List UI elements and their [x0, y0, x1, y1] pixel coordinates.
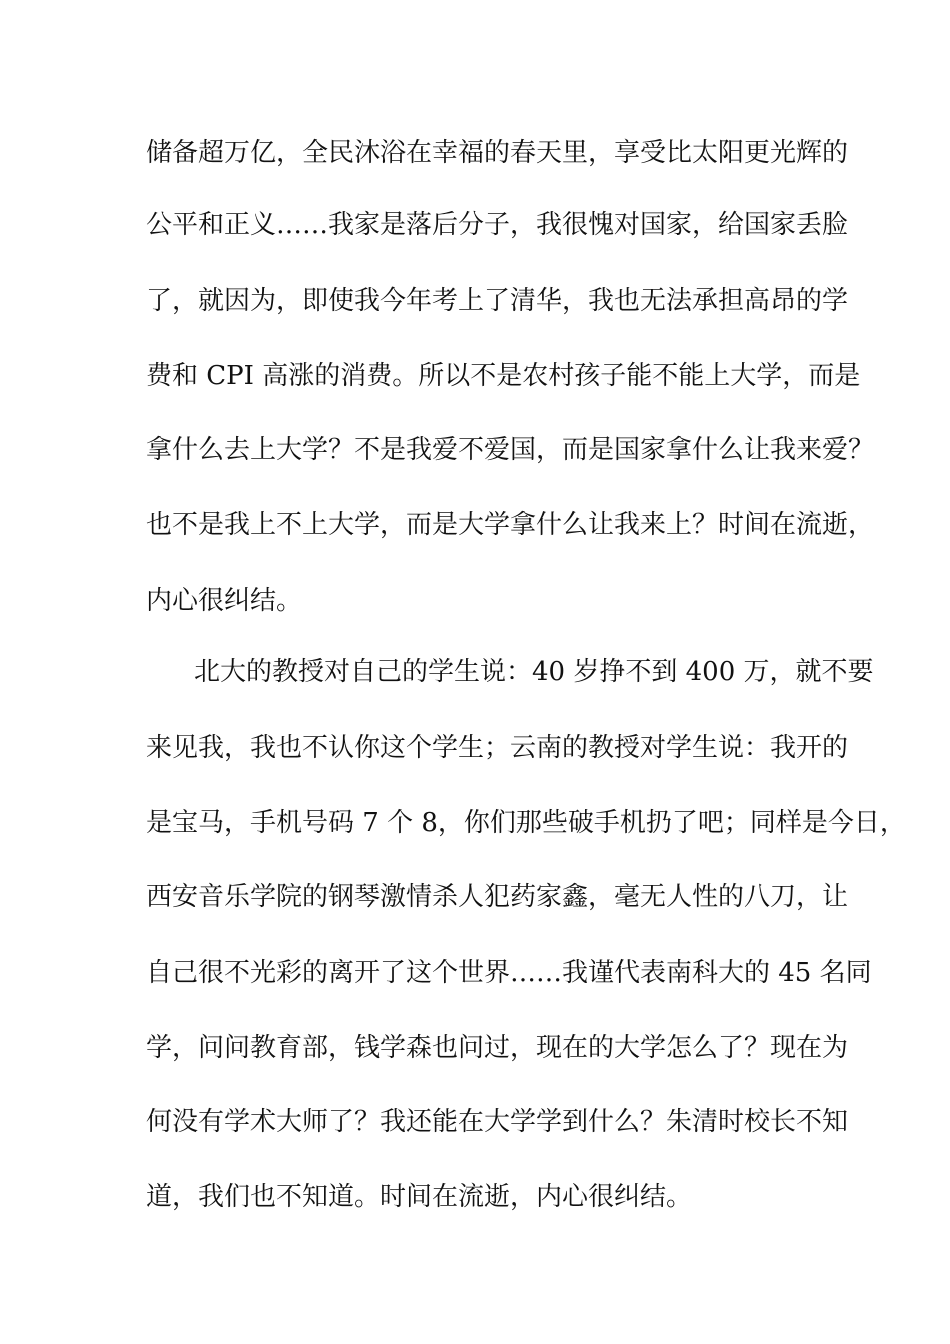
- text-line-2: 公平和正义……我家是落后分子，我很愧对国家，给国家丢脸: [146, 210, 849, 240]
- text-line-11: 西安音乐学院的钢琴激情杀人犯药家鑫，毫无人性的八刀，让: [146, 882, 849, 912]
- text-line-6: 也不是我上不上大学，而是大学拿什么让我来上？时间在流逝，: [146, 510, 875, 540]
- text-line-13: 学，问问教育部，钱学森也问过，现在的大学怎么了？现在为: [146, 1033, 849, 1063]
- text-line-14: 何没有学术大师了？我还能在大学学到什么？朱清时校长不知: [146, 1107, 849, 1137]
- text-line-15: 道，我们也不知道。时间在流逝，内心很纠结。: [146, 1182, 693, 1212]
- text-line-3: 了，就因为，即使我今年考上了清华，我也无法承担高昂的学: [146, 286, 849, 316]
- text-line-8: 北大的教授对自己的学生说：40 岁挣不到 400 万，就不要: [194, 657, 874, 687]
- text-line-1: 储备超万亿，全民沐浴在幸福的春天里，享受比太阳更光辉的: [146, 138, 849, 168]
- text-line-9: 来见我，我也不认你这个学生；云南的教授对学生说：我开的: [146, 733, 849, 763]
- text-line-12: 自己很不光彩的离开了这个世界……我谨代表南科大的 45 名同: [146, 958, 872, 988]
- text-line-10: 是宝马，手机号码 7 个 8，你们那些破手机扔了吧；同样是今日，: [146, 808, 906, 838]
- text-line-5: 拿什么去上大学？不是我爱不爱国，而是国家拿什么让我来爱？: [146, 435, 875, 465]
- text-line-7: 内心很纠结。: [146, 586, 303, 616]
- text-line-4: 费和 CPI 高涨的消费。所以不是农村孩子能不能上大学，而是: [146, 361, 861, 391]
